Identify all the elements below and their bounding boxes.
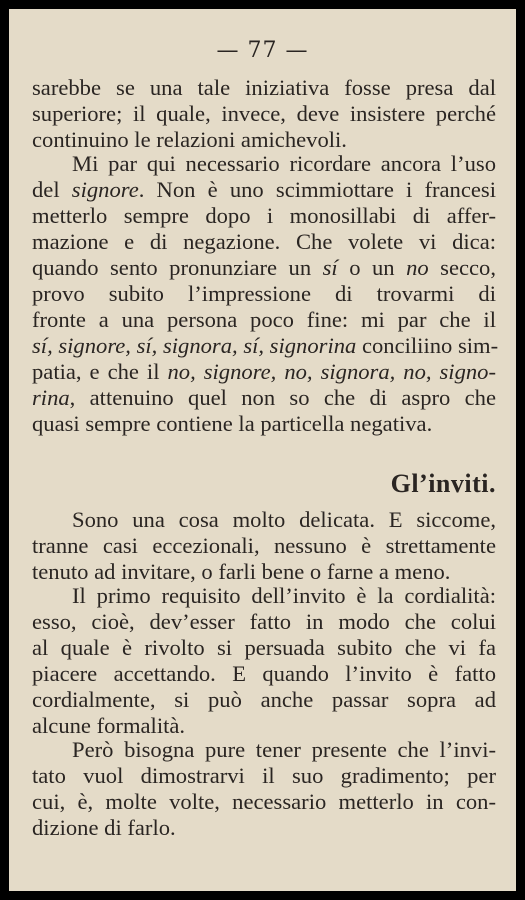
- text-line: tenuto ad invitare, o farli bene o farne a meno.: [32, 559, 451, 584]
- text-line: tato vuol dimostrarvi il suo gradimento; per: [32, 763, 496, 788]
- text-line: Mi par qui necessario ricordare ancora l’uso: [72, 151, 496, 176]
- page-number: — 77 —: [216, 38, 309, 63]
- text-line: sí, signore, sí, signora, sí, signorina conciliino sim-: [32, 333, 499, 358]
- text-line: del signore. Non è uno scimmiottare i francesi: [32, 177, 496, 202]
- paragraph-gradimento: [32, 737, 496, 841]
- text-line: Il primo requisito dell’invito è la cordialità:: [72, 583, 496, 608]
- paragraph-signore: [32, 151, 499, 437]
- text-line: Sono una cosa molto delicata. E siccome,: [72, 507, 496, 532]
- text-line: continuino le relazioni amichevoli.: [32, 127, 347, 152]
- text-line: mazione e di negazione. Che volete vi dica:: [32, 229, 496, 254]
- text-line: fronte a una persona poco fine: mi par che il: [32, 307, 496, 332]
- book-page: [9, 9, 516, 891]
- text-line: quando sento pronunziare un sí o un no secco,: [32, 255, 496, 280]
- paragraph-inviti: [32, 507, 496, 585]
- text-line: sarebbe se una tale iniziativa fosse presa dal: [32, 75, 496, 100]
- text-line: al quale è rivolto si persuada subito che vi fa: [32, 635, 496, 660]
- section-heading: Gl’inviti.: [390, 469, 496, 498]
- text-line: tranne casi eccezionali, nessuno è strettamente: [32, 533, 496, 558]
- text-line: cordialmente, si può anche passar sopra ad: [32, 687, 496, 712]
- text-line: provo subito l’impressione di trovarmi di: [32, 281, 496, 306]
- text-line: superiore; il quale, invece, deve insistere perché: [32, 101, 496, 126]
- text-line: rina, attenuino quel non so che di aspro che: [32, 385, 496, 410]
- text-line: cui, è, molte volte, necessario metterlo in con-: [32, 789, 496, 814]
- paragraph-requisito: [32, 583, 496, 739]
- text-line: dizione di farlo.: [32, 815, 176, 840]
- text-line: alcune formalità.: [32, 713, 186, 738]
- text-line: esso, cioè, dev’esser fatto in modo che colui: [32, 609, 496, 634]
- text-line: piacere accettando. E quando l’invito è fatto: [32, 661, 496, 686]
- text-line: Però bisogna pure tener presente che l’invi-: [72, 737, 496, 762]
- text-line: metterlo sempre dopo i monosillabi di affer-: [32, 203, 496, 228]
- text-line: quasi sempre contiene la particella negativa.: [32, 411, 433, 436]
- text-line: patia, e che il no, signore, no, signora, no, signo-: [32, 359, 496, 384]
- paragraph-continuation: [32, 75, 496, 153]
